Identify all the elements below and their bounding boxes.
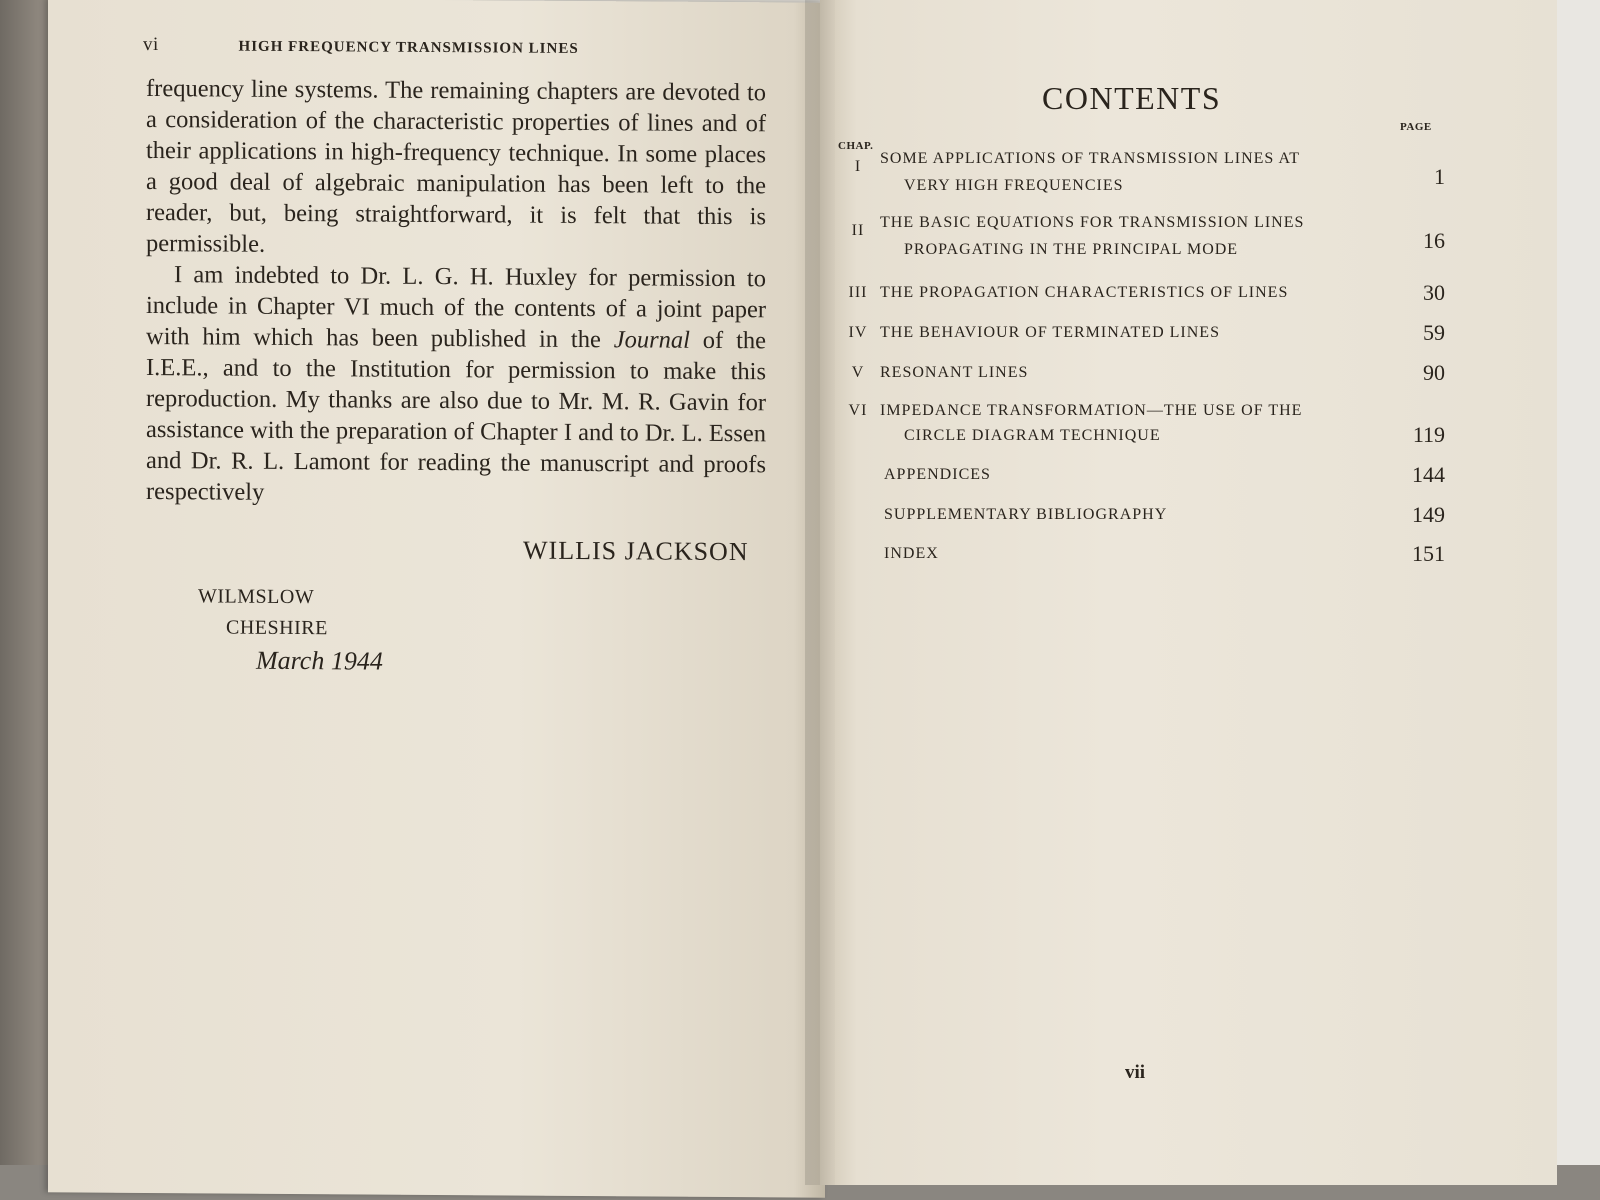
- chapter-title-line1: IMPEDANCE TRANSFORMATION—THE USE OF THE: [880, 402, 1303, 419]
- page-column-header: PAGE: [1400, 121, 1432, 133]
- place-line-1: WILMSLOW: [198, 585, 315, 609]
- chapter-title-line1: SOME APPLICATIONS OF TRANSMISSION LINES AT: [880, 150, 1300, 167]
- author-signature: WILLIS JACKSON: [523, 535, 749, 567]
- chapter-number: IV: [848, 324, 868, 341]
- chapter-title-line1: INDEX: [884, 545, 939, 562]
- chap-column-header: CHAP.: [838, 140, 874, 152]
- chapter-page: 30: [1423, 280, 1445, 305]
- chapter-title-line1: THE BEHAVIOUR OF TERMINATED LINES: [880, 324, 1220, 341]
- chapter-title-line1: APPENDICES: [884, 466, 991, 483]
- left-page-number: vi: [143, 33, 159, 56]
- paragraph-2-part-1: I am indebted to Dr. L. G. H. Huxley for permission to include in Chapter VI much of the contents of a joint paper with him which has been published in the: [146, 261, 766, 354]
- chapter-page: 59: [1423, 320, 1445, 345]
- preface-paragraph-2: [146, 259, 766, 511]
- right-page-folio: vii: [1125, 1062, 1146, 1083]
- chapter-title-line1: SUPPLEMENTARY BIBLIOGRAPHY: [884, 506, 1168, 523]
- chapter-number: VI: [848, 402, 868, 419]
- chapter-title-line1: RESONANT LINES: [880, 364, 1029, 381]
- chapter-page: 16: [1423, 228, 1445, 253]
- preface-paragraph-1: frequency line systems. The remaining chapters are devoted to a consideration of the characteristic properties of lines and of their applications in high-frequency technique. In some places a good deal of algebraic manipulation has been left to the reader, but, being straightforward, it is felt that this is permissible.: [146, 74, 766, 258]
- chapter-number: I: [854, 158, 862, 175]
- running-head-title: HIGH FREQUENCY TRANSMISSION LINES: [238, 38, 579, 57]
- chapter-title-line2: VERY HIGH FREQUENCIES: [904, 177, 1124, 194]
- chapter-number: III: [848, 284, 868, 301]
- chapter-page: 144: [1412, 462, 1445, 487]
- running-header: [143, 34, 579, 59]
- paragraph-2-part-2: of the I.E.E., and to the Institution for permission to make this reproduction. My thanks are also due to Mr. M. R. Gavin for assistance with the preparation of Chapter I and to Dr. L. Essen and Dr. R. L. Lamont for reading the manuscript and proofs respectively: [146, 326, 767, 506]
- left-page: [48, 0, 825, 1198]
- contents-title: CONTENTS: [1042, 80, 1222, 116]
- chapter-title-line2: PROPAGATING IN THE PRINCIPAL MODE: [904, 241, 1239, 258]
- place-line-2: CHESHIRE: [226, 616, 328, 640]
- background-right: [1555, 0, 1600, 1200]
- chapter-number: V: [851, 364, 865, 381]
- chapter-page: 1: [1434, 164, 1445, 189]
- chapter-page: 151: [1412, 541, 1445, 566]
- chapter-number: II: [851, 222, 865, 239]
- preface-date: March 1944: [256, 645, 383, 676]
- chapter-page: 119: [1412, 422, 1445, 447]
- chapter-title-line2: CIRCLE DIAGRAM TECHNIQUE: [904, 427, 1161, 444]
- chapter-page: 90: [1423, 360, 1445, 385]
- journal-italic: Journal: [613, 326, 690, 354]
- chapter-title-line1: THE BASIC EQUATIONS FOR TRANSMISSION LINES: [880, 214, 1305, 231]
- preface-text: [146, 73, 766, 511]
- chapter-title-line1: THE PROPAGATION CHARACTERISTICS OF LINES: [880, 284, 1289, 301]
- contents-list: [820, 0, 1557, 1185]
- right-page: [820, 0, 1557, 1185]
- spine-shadow: [805, 0, 835, 1185]
- chapter-page: 149: [1412, 502, 1445, 527]
